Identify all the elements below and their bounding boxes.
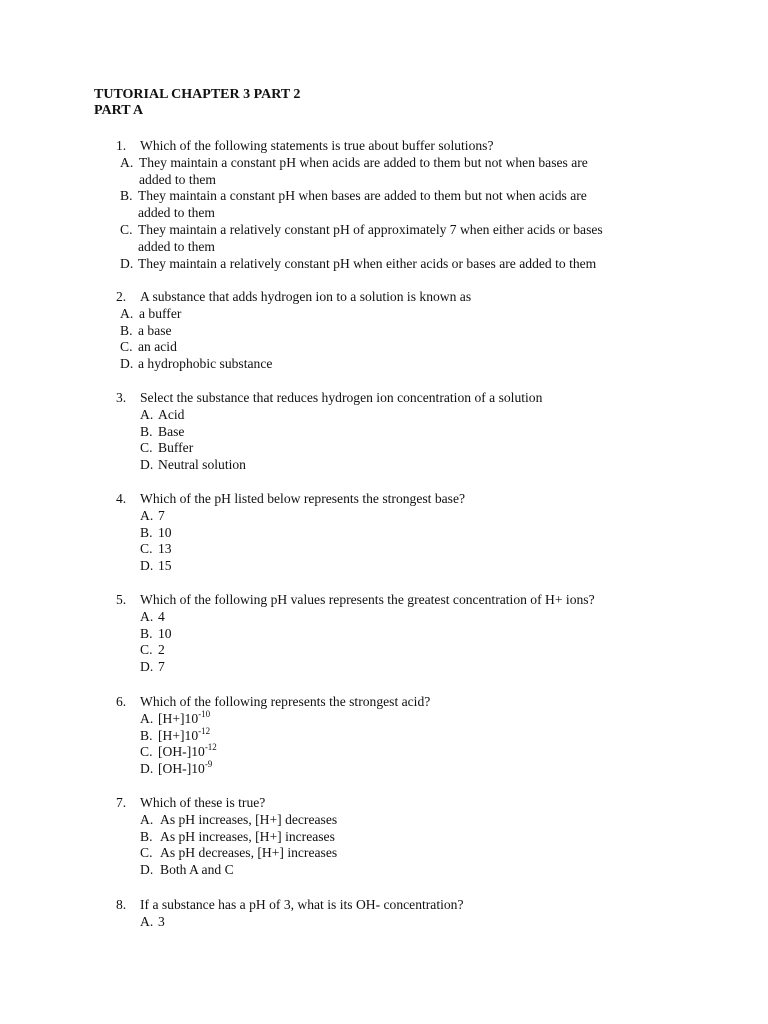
option-letter: C.	[120, 339, 133, 355]
option-text: Both A and C	[160, 862, 234, 878]
option-list	[0, 914, 768, 931]
question-number: 1.	[116, 138, 127, 153]
option-text: They maintain a constant pH when bases are added to them but not when acids are	[138, 188, 587, 204]
option-text: Buffer	[158, 440, 194, 456]
option-text: a buffer	[139, 305, 182, 321]
option-list	[0, 155, 768, 273]
option-item	[0, 525, 768, 542]
option-item	[0, 914, 768, 931]
question-text: A substance that adds hydrogen ion to a solution is known as	[140, 289, 472, 304]
option-text: They maintain a constant pH when acids are added to them but not when bases are	[139, 154, 588, 170]
option-item	[0, 862, 768, 879]
option-letter: B.	[140, 625, 153, 641]
option-letter: C.	[140, 744, 153, 760]
option-item	[0, 609, 768, 626]
option-list	[0, 407, 768, 474]
option-text: They maintain a relatively constant pH when either acids or bases are added to them	[138, 255, 597, 271]
option-text: 2	[158, 642, 165, 658]
option-text: Base	[158, 423, 185, 439]
option-text: 10	[158, 524, 172, 540]
question-number: 5.	[116, 592, 127, 607]
option-item	[0, 845, 768, 862]
question-number: 6.	[116, 694, 127, 709]
option-exponent: -10	[198, 708, 211, 719]
option-item	[0, 424, 768, 441]
option-letter: C.	[120, 221, 133, 237]
document-heading	[94, 87, 300, 119]
option-item	[0, 829, 768, 846]
option-text: a hydrophobic substance	[138, 356, 273, 372]
option-item	[0, 812, 768, 829]
option-text-continued: added to them	[139, 171, 217, 187]
option-list	[0, 508, 768, 575]
option-item	[0, 508, 768, 525]
part-label: PART A	[94, 103, 144, 118]
question-number: 4.	[116, 491, 127, 506]
option-text: They maintain a relatively constant pH of approximately 7 when either acids or bases	[138, 221, 603, 237]
option-letter: B.	[140, 828, 153, 844]
option-text-continued: added to them	[138, 238, 216, 254]
question-text: Select the substance that reduces hydrogen ion concentration of a solution	[140, 390, 543, 405]
question-text: Which of the following represents the strongest acid?	[140, 694, 431, 709]
option-item	[0, 222, 768, 256]
option-item	[0, 440, 768, 457]
option-item	[0, 761, 768, 778]
question-text: Which of these is true?	[140, 795, 266, 810]
option-text: 4	[158, 608, 165, 624]
option-text: 10	[158, 625, 172, 641]
document-title: TUTORIAL CHAPTER 3 PART 2	[94, 87, 301, 102]
option-item	[0, 708, 768, 728]
question-text: Which of the following statements is true about buffer solutions?	[140, 138, 494, 153]
option-text: [H+]10	[158, 727, 199, 743]
option-text: a base	[138, 322, 172, 338]
option-letter: D.	[140, 457, 154, 473]
question-text: Which of the following pH values represents the greatest concentration of H+ ions?	[140, 592, 595, 607]
option-letter: B.	[140, 524, 153, 540]
option-letter: D.	[140, 761, 154, 777]
option-text: Neutral solution	[158, 457, 246, 473]
option-item	[0, 558, 768, 575]
option-item	[0, 306, 768, 323]
option-letter: D.	[120, 356, 134, 372]
option-text: As pH increases, [H+] increases	[160, 828, 335, 844]
option-exponent: -12	[204, 742, 217, 753]
option-item	[0, 744, 768, 761]
option-letter: A.	[140, 507, 154, 523]
option-item	[0, 725, 768, 745]
option-letter: B.	[140, 727, 153, 743]
option-text: 3	[158, 913, 165, 929]
question-number: 8.	[116, 897, 127, 912]
option-text: [H+]10	[158, 710, 199, 726]
question-text: Which of the pH listed below represents the strongest base?	[140, 491, 466, 506]
option-letter: A.	[120, 154, 134, 170]
question-number: 3.	[116, 390, 127, 405]
option-text: 7	[158, 659, 165, 675]
option-item	[0, 323, 768, 340]
option-item	[0, 626, 768, 643]
option-letter: C.	[140, 541, 153, 557]
option-item	[0, 541, 768, 558]
option-letter: D.	[140, 558, 154, 574]
option-letter: A.	[140, 913, 154, 929]
option-letter: B.	[120, 322, 133, 338]
option-text: 15	[158, 558, 172, 574]
option-list	[0, 609, 768, 676]
option-item	[0, 188, 768, 222]
option-list	[0, 306, 768, 373]
question-text: If a substance has a pH of 3, what is its OH- concentration?	[140, 897, 464, 912]
option-letter: C.	[140, 642, 153, 658]
option-letter: A.	[140, 710, 154, 726]
option-letter: D.	[140, 659, 154, 675]
option-item	[0, 659, 768, 676]
option-item	[0, 155, 768, 189]
option-text: As pH decreases, [H+] increases	[160, 845, 338, 861]
option-item	[0, 339, 768, 356]
option-text: an acid	[138, 339, 177, 355]
option-letter: D.	[140, 862, 154, 878]
option-list	[0, 708, 768, 778]
option-letter: D.	[120, 255, 134, 271]
option-text: [OH-]10	[158, 761, 205, 777]
option-letter: B.	[140, 423, 153, 439]
option-letter: C.	[140, 845, 153, 861]
option-list	[0, 812, 768, 879]
option-exponent: -12	[198, 725, 211, 736]
option-letter: A.	[140, 406, 154, 422]
option-text-continued: added to them	[138, 205, 216, 221]
option-letter: A.	[140, 608, 154, 624]
option-letter: A.	[120, 305, 134, 321]
option-item	[0, 356, 768, 373]
option-letter: B.	[120, 188, 133, 204]
option-text: As pH increases, [H+] decreases	[160, 811, 338, 827]
option-item	[0, 407, 768, 424]
option-letter: C.	[140, 440, 153, 456]
option-text: 7	[158, 507, 165, 523]
option-text: 13	[158, 541, 172, 557]
question-number: 7.	[116, 795, 127, 810]
question-number: 2.	[116, 289, 127, 304]
option-exponent: -9	[204, 759, 213, 770]
option-letter: A.	[140, 811, 154, 827]
option-text: Acid	[158, 406, 185, 422]
option-item	[0, 642, 768, 659]
option-text: [OH-]10	[158, 744, 205, 760]
option-item	[0, 457, 768, 474]
option-item	[0, 256, 768, 273]
